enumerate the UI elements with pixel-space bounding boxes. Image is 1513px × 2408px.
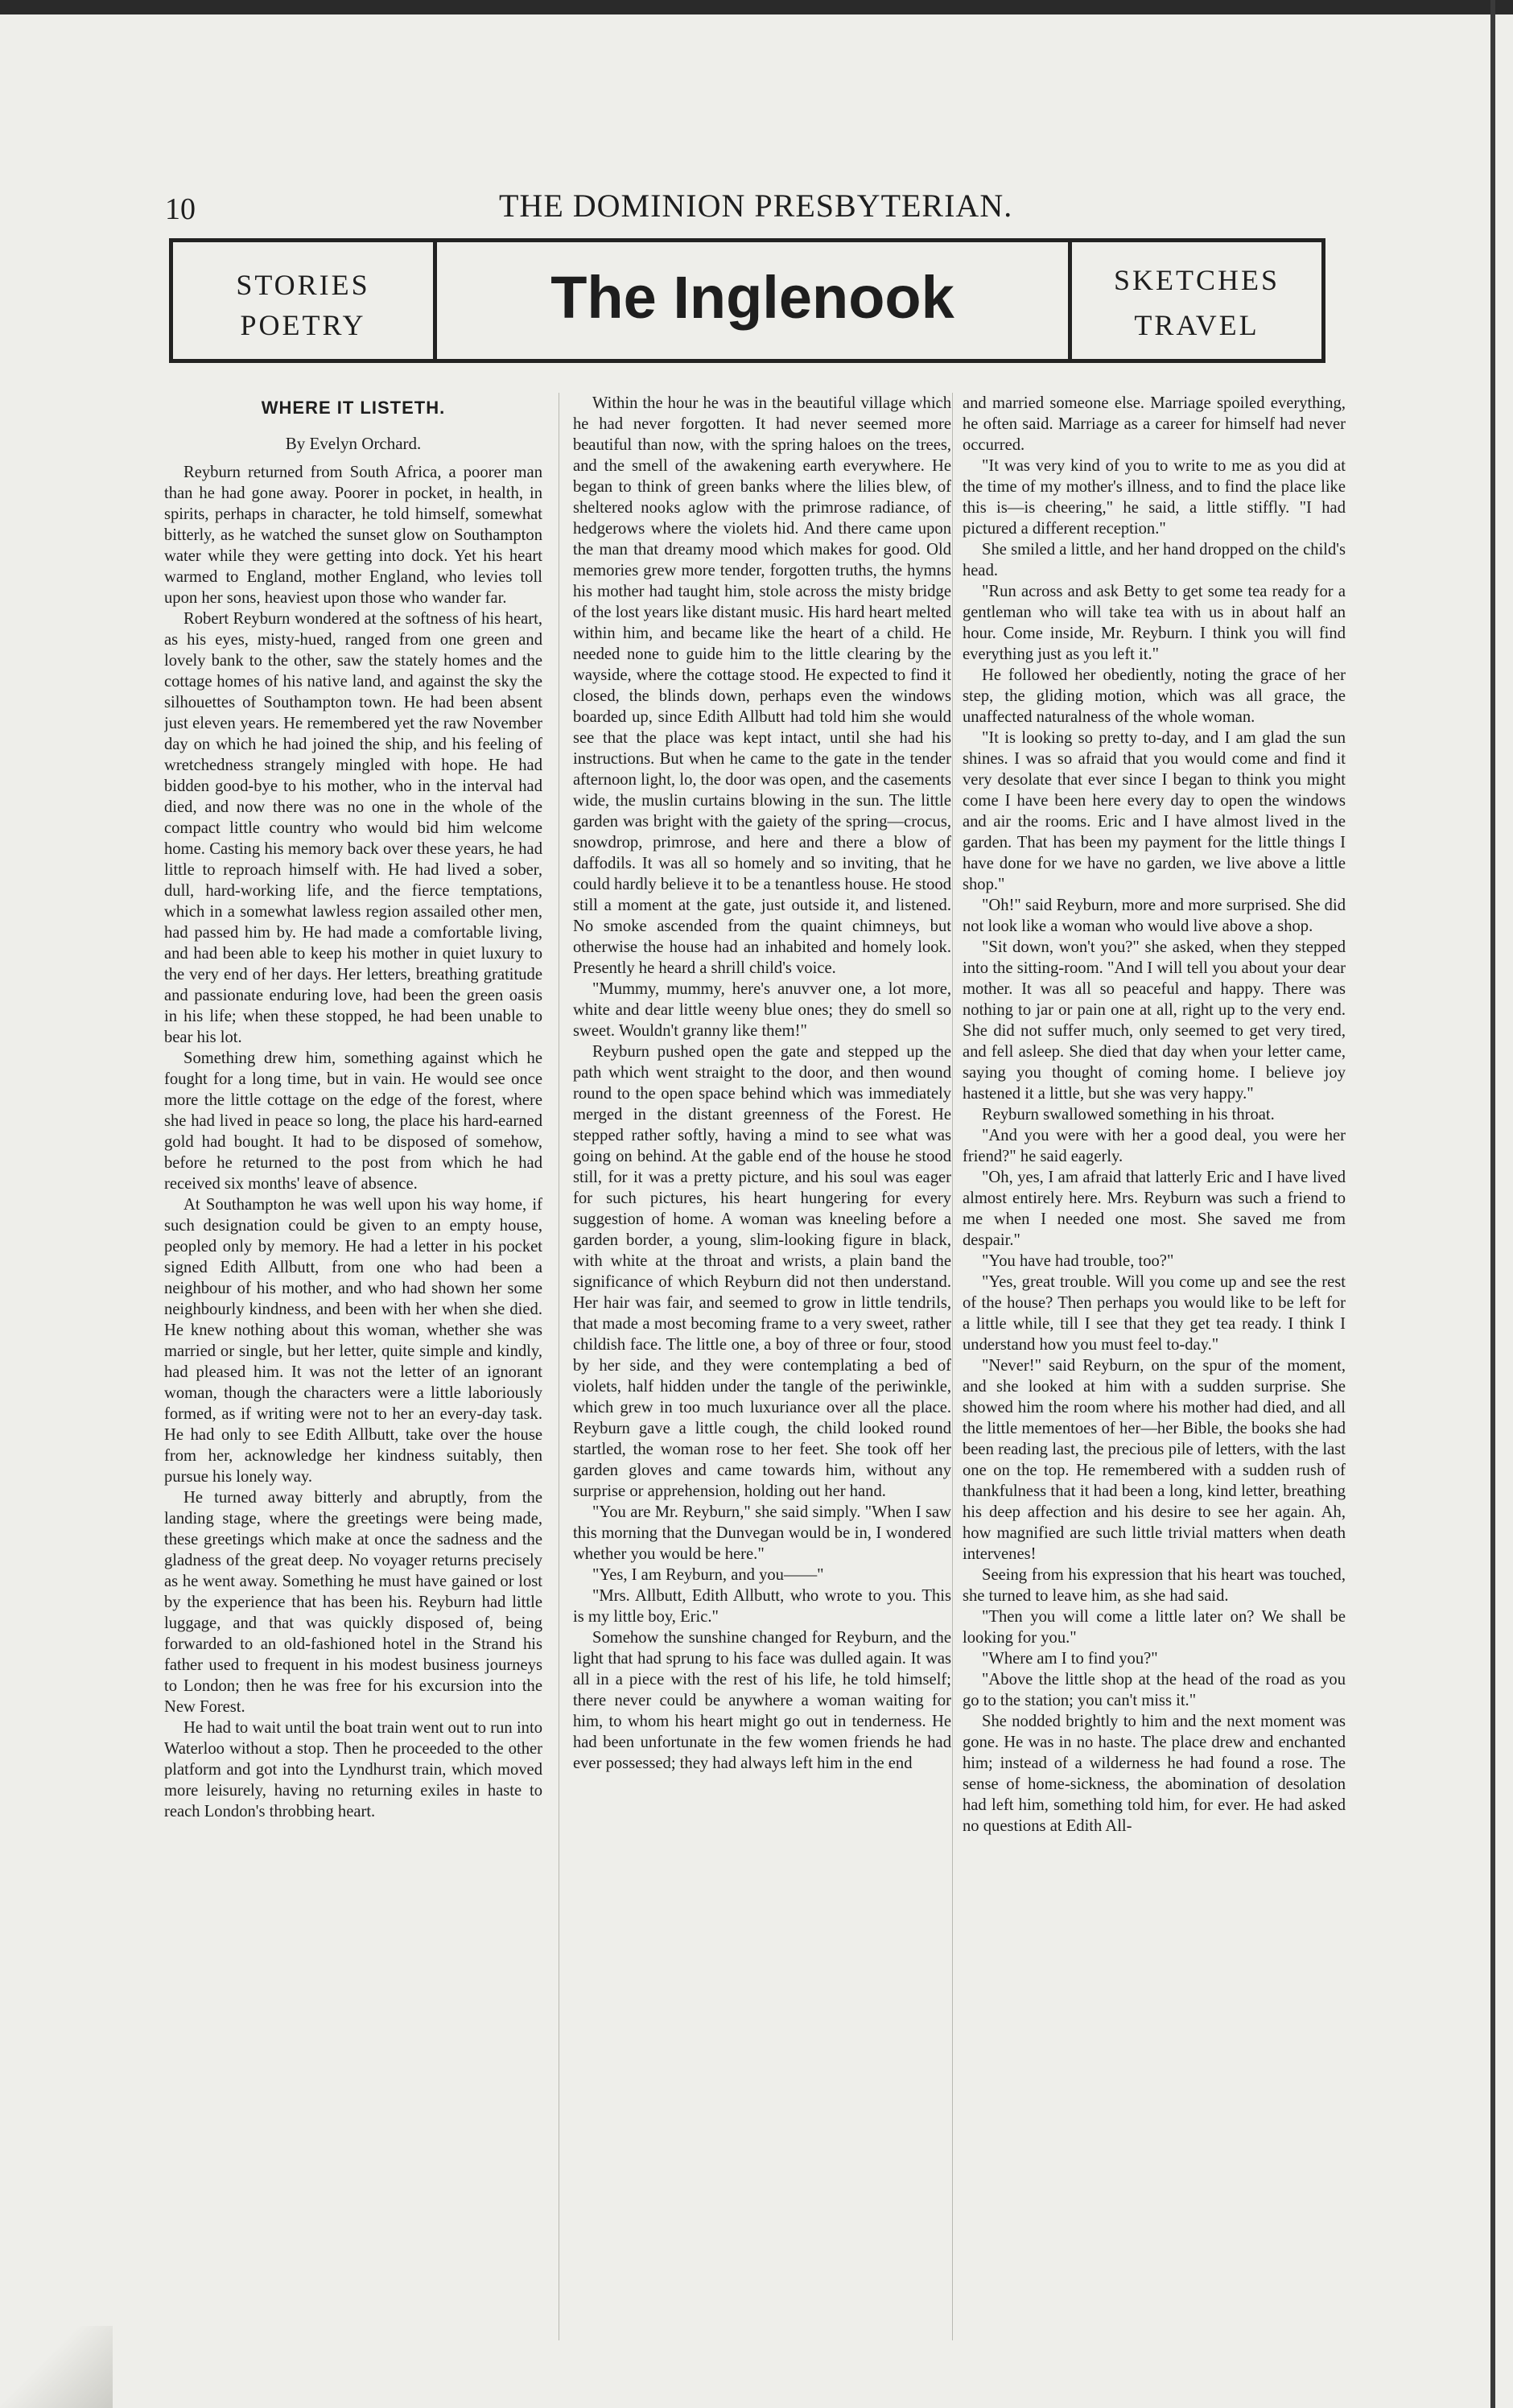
journal-title: THE DOMINION PRESBYTERIAN. bbox=[499, 188, 1013, 224]
paragraph: "And you were with her a good deal, you were her friend?" he said eagerly. bbox=[963, 1127, 1346, 1165]
top-border-line bbox=[0, 0, 1513, 14]
paragraph: He followed her obediently, noting the grace of her step, the gliding motion, which was all grace, the unaffected naturalness of the whole woman. bbox=[963, 666, 1346, 726]
paragraph: "It was very kind of you to write to me as you did at the time of my mother's illness, and to find the place like this is—is cheering," he said, a little stiffly. "I had pictured a different reception." bbox=[963, 457, 1346, 538]
paragraph: "Oh!" said Reyburn, more and more surprised. She did not look like a woman who would live above a shop. bbox=[963, 897, 1346, 935]
right-border-line bbox=[1490, 0, 1495, 2408]
page-corner-shadow bbox=[0, 2326, 113, 2408]
paragraph: Reyburn pushed open the gate and stepped up the path which went straight to the door, and then wound round to the open space behind which was immediately merged in the distant greenness of the Forest. He stepped rather softly, having a mind to see what was going on behind. At the gable end of the house he stood still, for it was a pretty picture, and his soul was eager for such pictures, his heart hungering for every suggestion of home. A woman was kneeling before a garden border, a young, slim-looking figure in black, with white at the throat and wrists, a plain band the significance of which Reyburn did not then understand. Her hair was fair, and seemed to grow in little tendrils, that made a most becoming frame to a very sweet, rather childish face. The little one, a boy of three or four, stood by her side, and they were contemplating a bed of violets, half hidden under the tangle of the periwinkle, which grew in too much luxuriance over all the place. Reyburn gave a little cough, the child looked round startled, the woman rose to her feet. She took off her garden gloves and came towards him, without any surprise or apprehension, holding out her hand. bbox=[573, 1043, 951, 1500]
paragraph: He had to wait until the boat train went out to run into Waterloo without a stop. Then he proceeded to the other platform and got into the Lyndhurst train, which moved more leisurely, having no returning exiles in haste to reach London's throbbing heart. bbox=[164, 1719, 542, 1820]
article-column-2 bbox=[573, 393, 951, 2340]
section-banner bbox=[169, 238, 1325, 363]
paragraph: She nodded brightly to him and the next moment was gone. He was in no haste. The place drew and enchanted him; instead of a wilderness he had found a rose. The sense of home-sickness, the abomination of desolation had left him, something told him, for ever. He had asked no questions at Edith All- bbox=[963, 1713, 1346, 1835]
paragraph: Within the hour he was in the beautiful village which he had never forgotten. It had never seemed more beautiful than now, with the spring haloes on the trees, and the smell of the awakening earth everywhere. He began to think of green banks where the lilies blew, of sheltered nooks aglow with the primrose radiance, of hedgerows where the violets hid. And there came upon the man that dreamy mood which makes for good. Old memories grew more tender, forgotten truths, the hymns his mother had taught him, stole across the misty bridge of the lost years like distant music. His hard heart melted within him, and became like the heart of a child. He needed none to guide him to the little clearing by the wayside, where the cottage stood. He expected to find it closed, the blinds down, perhaps even the windows boarded up, since Edith Allbutt had told him she would see that the place was kept intact, until she had his instructions. But when he came to the gate in the tender afternoon light, lo, the door was open, and the casements wide, the muslin curtains blowing in the sun. The little garden was bright with the gaiety of the spring—crocus, snowdrop, primrose, and here and there a blow of daffodils. It was all so homely and so inviting, that he could hardly believe it to be a tenantless house. He stood still a moment at the gate, just outside it, and listened. No smoke ascended from the quaint chimneys, but otherwise the house had an inhabited and homely look. Presently he heard a shrill child's voice. bbox=[573, 394, 951, 977]
paragraph: "Where am I to find you?" bbox=[982, 1650, 1158, 1668]
paragraph: "Above the little shop at the head of the road as you go to the station; you can't miss it." bbox=[963, 1671, 1346, 1709]
article-column-1 bbox=[164, 393, 542, 2340]
page-number: 10 bbox=[165, 192, 196, 226]
banner-left-box bbox=[173, 242, 437, 359]
paragraph: "Then you will come a little later on? We shall be looking for you." bbox=[963, 1608, 1346, 1647]
paragraph: "It is looking so pretty to-day, and I am glad the sun shines. I was so afraid that you would come and find it very desolate that ever since I began to think you might come I have been here every day to open the windows and air the rooms. Eric and I have almost lived in the garden. That has been my payment for the little things I have done for we have no garden, we live above a little shop." bbox=[963, 729, 1346, 893]
banner-right-bottom-label: TRAVEL bbox=[1134, 309, 1259, 341]
paragraph: "Yes, I am Reyburn, and you——" bbox=[592, 1566, 824, 1584]
paragraph: "Never!" said Reyburn, on the spur of the moment, and she looked at him with a sudden surprise. She showed him the room where his mother had died, and all the little mementoes of her—her Bible, the books she had been reading last, the precious pile of letters, with the last one on the top. He remembered with a sudden rush of thankfulness that it had been a long, kind letter, breathing his deep affection and his desire to see her again. Ah, how magnified are such little trivial matters when death intervenes! bbox=[963, 1357, 1346, 1563]
paragraph: She smiled a little, and her hand dropped on the child's head. bbox=[963, 541, 1346, 579]
paragraph: "Oh, yes, I am afraid that latterly Eric and I have lived almost entirely here. Mrs. Reyburn was such a friend to me when I needed one most. She saved me from despair." bbox=[963, 1169, 1346, 1249]
paragraph: At Southampton he was well upon his way home, if such designation could be given to an empty house, peopled only by memory. He had a letter in his pocket signed Edith Allbutt, from one who had been a neighbour of his mother, and who had shown her some neighbourly kindness, and been with her when she died. He knew nothing about this woman, whether she was married or single, but her letter, quite simple and kindly, had pleased him. It was not the letter of an ignorant woman, though the characters were a little laboriously formed, as if writing were not to her an every-day task. He had only to see Edith Allbutt, take over the house from her, acknowledge her kindness suitably, then pursue his lonely way. bbox=[164, 1196, 542, 1486]
paragraph: "You are Mr. Reyburn," she said simply. "When I saw this morning that the Dunvegan would be in, I wondered whether you would be here." bbox=[573, 1503, 951, 1563]
article-column-3 bbox=[963, 393, 1346, 2340]
banner-right-box bbox=[1068, 242, 1321, 359]
paragraph: Robert Reyburn wondered at the softness of his heart, as his eyes, misty-hued, ranged from one green and lovely bank to the other, saw the stately homes and the cottage homes of his native land, and against the sky the silhouettes of Southampton town. He had been absent just eleven years. He remembered yet the raw November day on which he had joined the ship, and his feeling of wretchedness strangely mingled with hope. He had bidden good-bye to his mother, who in the interval had died, and now there was no one in the whole of the compact little country who would bid him welcome home. Casting his memory back over these years, he had little to reproach himself with. He had lived a sober, dull, hard-working life, and the fierce temptations, which in a somewhat lawless region assailed other men, had passed him by. He had made a comfortable living, and had been able to keep his mother in quiet luxury to the very end of her days. Her letters, breathing gratitude and passionate enduring love, had been the green oasis in his life; when these stopped, he had been unable to bear his lot. bbox=[164, 610, 542, 1046]
paragraph: and married someone else. Marriage spoiled everything, he often said. Marriage as a career for himself had never occurred. bbox=[963, 394, 1346, 454]
paragraph: "Mummy, mummy, here's anuvver one, a lot more, white and dear little weeny blue ones; they do smell so sweet. Wouldn't granny like them!" bbox=[573, 980, 951, 1040]
story-byline: By Evelyn Orchard. bbox=[285, 434, 422, 453]
paragraph: "You have had trouble, too?" bbox=[982, 1252, 1174, 1270]
column-rule-2 bbox=[952, 393, 953, 2340]
paragraph: "Run across and ask Betty to get some tea ready for a gentleman who will take tea with us in about half an hour. Come inside, Mr. Reyburn. I think you will find everything just as you left it." bbox=[963, 583, 1346, 663]
banner-right-top-label: SKETCHES bbox=[1113, 264, 1280, 296]
paragraph: He turned away bitterly and abruptly, from the landing stage, where the greetings were being made, these greetings which make at once the sadness and the gladness of the great deep. No voyager returns precisely as he went away. Something he must have gained or lost by the experience that has been his. Reyburn had little luggage, and that was quickly disposed of, being forwarded to an old-fashioned hotel in the Strand his father used to frequent in his modest business journeys to London; then he was free for his excursion into the New Forest. bbox=[164, 1489, 542, 1716]
paragraph: "Yes, great trouble. Will you come up and see the rest of the house? Then perhaps you would like to be left for a little while, till I see that they get tea ready. I think I understand how you must feel to-day." bbox=[963, 1273, 1346, 1354]
paragraph: "Mrs. Allbutt, Edith Allbutt, who wrote to you. This is my little boy, Eric." bbox=[573, 1587, 951, 1626]
paragraph: Reyburn swallowed something in his throat. bbox=[982, 1106, 1275, 1124]
paragraph: Somehow the sunshine changed for Reyburn, and the light that had sprung to his face was dulled again. It was all in a piece with the rest of his life, he told himself; there never could be anywhere a woman waiting for him, to whom his heart might go out in tenderness. He had been unfortunate in the few women friends he had ever possessed; they had always left him in the end bbox=[573, 1629, 951, 1772]
paragraph: Seeing from his expression that his heart was touched, she turned to leave him, as she had said. bbox=[963, 1566, 1346, 1605]
banner-title: The Inglenook bbox=[550, 264, 954, 331]
paragraph: Something drew him, something against which he fought for a long time, but in vain. He would see once more the little cottage on the edge of the forest, where she had lived in peace so long, the place his hard-earned gold had bought. It had to be disposed of somehow, before he returned to the post from which he had received six months' leave of absence. bbox=[164, 1049, 542, 1193]
paragraph: "Sit down, won't you?" she asked, when they stepped into the sitting-room. "And I will tell you about your dear mother. It was all so peaceful and happy. There was nothing to jar or pain one at all, right up to the very end. She did not suffer much, only seemed to get very tired, and fell asleep. She died that day when your letter came, saying you thought of coming home. I believe joy hastened it a little, but she was very happy." bbox=[963, 938, 1346, 1103]
paragraph: Reyburn returned from South Africa, a poorer man than he had gone away. Poorer in pocket, in health, in spirits, perhaps in character, he told himself, somewhat bitterly, as he watched the sunset glow on Southampton water while they were getting into dock. Yet his heart warmed to England, mother England, who levies toll upon her sons, heaviest upon those who wander far. bbox=[164, 464, 542, 607]
banner-left-top-label: STORIES bbox=[236, 269, 370, 301]
banner-left-bottom-label: POETRY bbox=[240, 309, 366, 341]
story-title: WHERE IT LISTETH. bbox=[261, 398, 446, 418]
